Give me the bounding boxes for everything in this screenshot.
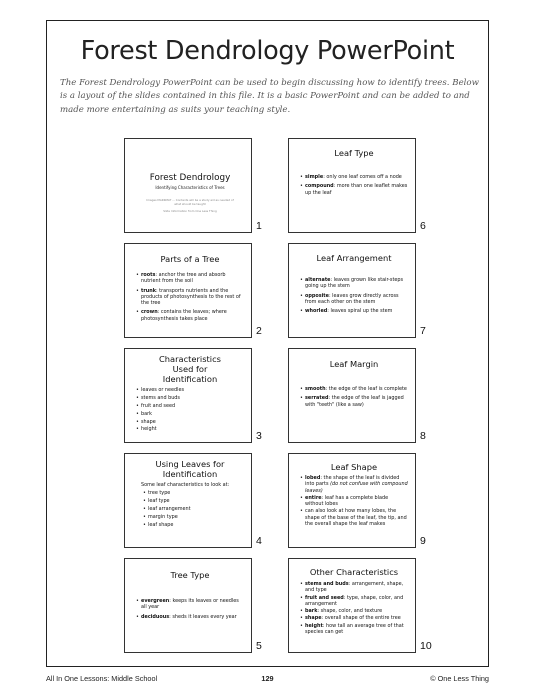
list-item: • simple: only one leaf comes off a node	[300, 174, 408, 180]
slide-note: Slide Information from One Less Thing	[163, 209, 217, 214]
slide-title: Leaf Shape	[330, 462, 378, 472]
slide-1	[124, 138, 252, 233]
list-item: • bark	[136, 411, 244, 417]
list-item: • whorled: leaves spiral up the stem	[300, 308, 408, 314]
list-item: • can also look at how many lobes, the shape of the base of the leaf, the tip, and the overall shape the leaf makes	[300, 508, 408, 527]
list-item: • smooth: the edge of the leaf is complete	[300, 386, 408, 392]
slide-5	[124, 558, 252, 653]
list-item: • compound: more than one leaflet makes up the leaf	[300, 183, 408, 196]
slide-note: Images MARKMAT ... Contents will be a study aid as needed of what should be taught	[146, 198, 234, 206]
slide-number: 5	[256, 640, 262, 652]
list-item: • lobed: the shape of the leaf is divided into parts (do not confuse with compound leaves)	[300, 475, 408, 494]
slide-7	[288, 243, 416, 338]
list-item: • trunk: transports nutrients and the products of photosynthesis to the rest of the tree	[136, 288, 244, 307]
slide-number: 9	[420, 535, 426, 547]
list-item: • roots: anchor the tree and absorb nutrient from the soil	[136, 272, 244, 285]
list-item: • shape: overall shape of the entire tree	[300, 615, 408, 621]
slide-6	[288, 138, 416, 233]
slide-title: Leaf Type	[334, 148, 374, 158]
list-item: • evergreen: keeps its leaves or needles all year	[136, 598, 244, 611]
list-item: • bark: shape, color, and texture	[300, 608, 408, 614]
list-item: • crown: contains the leaves; where photosynthesis takes place	[136, 309, 244, 322]
list-item: • alternate: leaves grown like stair-steps going up the stem	[300, 277, 408, 290]
list-item: • height: how tall an average tree of that species can get	[300, 623, 408, 636]
list-item: • deciduous: sheds it leaves every year	[136, 614, 244, 620]
slide-4	[124, 453, 252, 548]
slide-number: 6	[420, 220, 426, 232]
list-item: • stems and buds: arrangement, shape, and type	[300, 581, 408, 594]
slide-title: Other Characteristics	[309, 567, 399, 577]
slide-title: Forest Dendrology	[149, 173, 231, 183]
list-item: • entire: leaf has a complete blade without lobes	[300, 495, 408, 508]
slide-title: Characteristics Used for Identification	[158, 354, 222, 384]
footer-page-number: 129	[261, 674, 274, 683]
page-title: Forest Dendrology PowerPoint	[80, 36, 455, 66]
slide-2	[124, 243, 252, 338]
slide-number: 1	[256, 220, 262, 232]
list-item: • leaf arrangement	[143, 506, 244, 512]
list-item: • stems and buds	[136, 395, 244, 401]
slide-number: 7	[420, 325, 426, 337]
intro-paragraph: The Forest Dendrology PowerPoint can be used to begin discussing how to identify trees. Below is a layout of the slides contained in this file. It is a basic PowerPoint and can be added to and made more entertaining as suits your teaching style.	[60, 78, 479, 115]
slide-number: 4	[256, 535, 262, 547]
slide-9	[288, 453, 416, 548]
slide-subtitle: Identifying Characteristics of Trees	[155, 185, 225, 190]
slide-number: 2	[256, 325, 262, 337]
slide-title: Leaf Margin	[329, 359, 379, 369]
slide-number: 10	[420, 640, 432, 652]
list-item: • margin type	[143, 514, 244, 520]
list-item: • serrated: the edge of the leaf is jagged with "teeth" (like a saw)	[300, 395, 408, 408]
slide-title: Using Leaves for Identification	[155, 459, 225, 479]
slide-number: 3	[256, 430, 262, 442]
list-item: • shape	[136, 419, 244, 425]
slide-title: Parts of a Tree	[160, 254, 220, 264]
list-item: • opposite: leaves grow directly across from each other on the stem	[300, 293, 408, 306]
slide-8	[288, 348, 416, 443]
list-item: • leaf shape	[143, 522, 244, 528]
list-item: • leaf type	[143, 498, 244, 504]
footer-series-title: All In One Lessons: Middle School	[46, 674, 158, 683]
slide-title: Leaf Arrangement	[316, 253, 392, 263]
list-item: • height	[136, 426, 244, 432]
slide-lead-text: Some leaf characteristics to look at:	[141, 482, 230, 488]
list-item: • leaves or needles	[136, 387, 244, 393]
footer-copyright: © One Less Thing	[430, 674, 489, 683]
slide-title: Tree Type	[170, 570, 210, 580]
list-item: • fruit and seed: type, shape, color, and arrangement	[300, 595, 408, 608]
slide-number: 8	[420, 430, 426, 442]
page-border	[46, 20, 489, 667]
list-item: • fruit and seed	[136, 403, 244, 409]
slide-3	[124, 348, 252, 443]
slide-10	[288, 558, 416, 653]
list-item: • tree type	[143, 490, 244, 496]
